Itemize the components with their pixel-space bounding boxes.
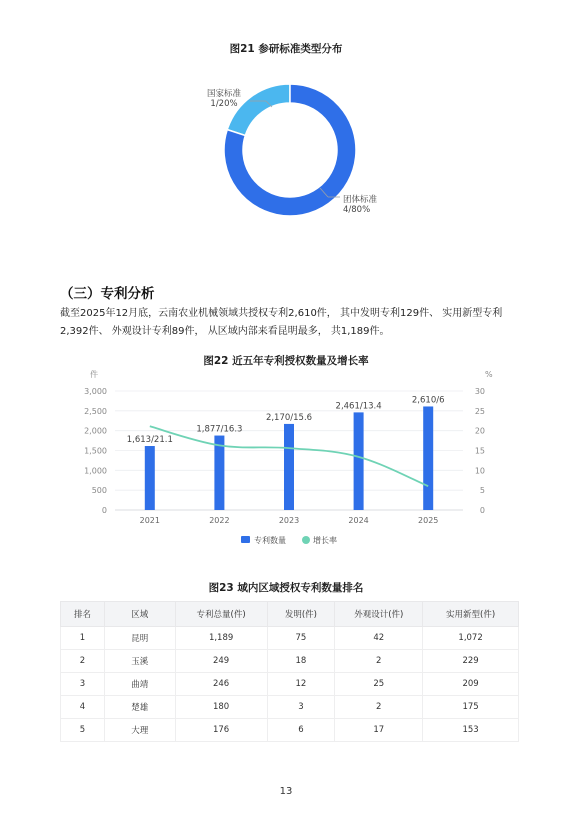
slice-label-national: 1/20%: [210, 99, 238, 109]
cell-design: 2: [335, 696, 423, 719]
left-tick-label: 500: [91, 486, 107, 496]
cell-invention: 18: [267, 650, 335, 673]
x-tick-label: 2024: [348, 516, 369, 525]
patent-count-bar-2021: [145, 446, 155, 510]
cell-total: 176: [175, 719, 267, 742]
right-tick-label: 15: [474, 446, 485, 456]
cell-total: 249: [175, 650, 267, 673]
cell-design: 17: [335, 719, 423, 742]
patent-grant-combo-chart: [60, 365, 520, 555]
cell-invention: 6: [267, 719, 335, 742]
left-tick-label: 1,500: [84, 446, 107, 456]
header-region: 区域: [104, 602, 175, 627]
slice-label-group: 4/80%: [343, 205, 371, 215]
table-header-row: [61, 602, 519, 627]
cell-invention: 75: [267, 627, 335, 650]
x-tick-label: 2021: [139, 516, 160, 525]
table-row: [61, 650, 519, 673]
cell-total: 1,189: [175, 627, 267, 650]
cell-rank: 1: [61, 627, 105, 650]
patent-count-bar-2023: [284, 424, 294, 510]
cell-region: 大理: [104, 719, 175, 742]
cell-utility: 153: [423, 719, 519, 742]
data-label-2022: 1,877/16.3: [196, 424, 243, 435]
page-number: 13: [279, 786, 293, 797]
x-tick-label: 2022: [209, 516, 230, 525]
cell-invention: 12: [267, 673, 335, 696]
standard-type-donut-chart: [180, 80, 420, 220]
cell-utility: 1,072: [423, 627, 519, 650]
patent-count-bar-2025: [423, 406, 433, 510]
cell-rank: 4: [61, 696, 105, 719]
cell-design: 42: [335, 627, 423, 650]
legend-line-label: 增长率: [313, 536, 337, 545]
legend-bar-label: 专利数量: [254, 536, 286, 545]
left-tick-label: 3,000: [84, 387, 107, 396]
right-tick-label: 10: [474, 466, 485, 476]
header-total: 专利总量(件): [175, 602, 267, 627]
header-invention: 发明(件): [267, 602, 335, 627]
cell-utility: 209: [423, 673, 519, 696]
figure-21-caption: 图21 参研标准类型分布: [229, 43, 343, 55]
cell-rank: 5: [61, 719, 105, 742]
data-label-2025: 2,610/6: [411, 395, 445, 406]
right-tick-label: 30: [474, 387, 485, 396]
right-tick-label: 20: [474, 426, 485, 436]
x-tick-label: 2023: [278, 516, 300, 525]
slice-name-group: 团体标准: [343, 195, 378, 205]
table-row: [61, 696, 519, 719]
figure-22-caption: 图22 近五年专利授权数量及增长率: [203, 355, 369, 367]
x-tick-label: 2025: [418, 516, 439, 525]
header-design: 外观设计(件): [335, 602, 423, 627]
header-rank: 排名: [61, 602, 105, 627]
cell-utility: 229: [423, 650, 519, 673]
cell-region: 昆明: [104, 627, 175, 650]
data-label-2023: 2,170/15.6: [265, 412, 313, 423]
cell-design: 25: [335, 673, 423, 696]
right-tick-label: 25: [474, 406, 485, 416]
legend-bar-swatch: [241, 536, 250, 543]
table-row: [61, 719, 519, 742]
section-title: （三）专利分析: [60, 286, 155, 302]
left-tick-label: 2,500: [84, 406, 107, 416]
data-label-2024: 2,461/13.4: [335, 401, 382, 412]
patent-count-bar-2024: [354, 412, 364, 510]
patent-summary-paragraph: 截至2025年12月底，云南农业机械领域共授权专利2,610件， 其中发明专利129件、 实用新型专利2,392件、 外观设计专利89件， 从区域内部来看昆明最多， 共1,189件。: [60, 308, 503, 337]
legend-line-swatch: [302, 536, 310, 544]
cell-total: 180: [175, 696, 267, 719]
cell-rank: 2: [61, 650, 105, 673]
cell-region: 玉溪: [104, 650, 175, 673]
cell-invention: 3: [267, 696, 335, 719]
right-tick-label: 0: [479, 506, 485, 515]
data-label-2021: 1,613/21.1: [126, 435, 173, 446]
left-tick-label: 2,000: [84, 426, 107, 436]
slice-name-national: 国家标准: [206, 89, 242, 99]
cell-rank: 3: [61, 673, 105, 696]
cell-design: 2: [335, 650, 423, 673]
left-axis-unit: 件: [90, 370, 98, 379]
left-tick-label: 0: [101, 506, 107, 515]
cell-region: 曲靖: [104, 673, 175, 696]
table-row: [61, 627, 519, 650]
region-ranking-table: [60, 601, 519, 742]
right-axis-unit: %: [485, 370, 493, 379]
cell-total: 246: [175, 673, 267, 696]
right-tick-label: 5: [479, 486, 485, 496]
table-row: [61, 673, 519, 696]
header-utility: 实用新型(件): [423, 602, 519, 627]
cell-region: 楚雄: [104, 696, 175, 719]
left-tick-label: 1,000: [84, 466, 107, 476]
cell-utility: 175: [423, 696, 519, 719]
figure-23-caption: 图23 域内区域授权专利数量排名: [208, 582, 364, 594]
